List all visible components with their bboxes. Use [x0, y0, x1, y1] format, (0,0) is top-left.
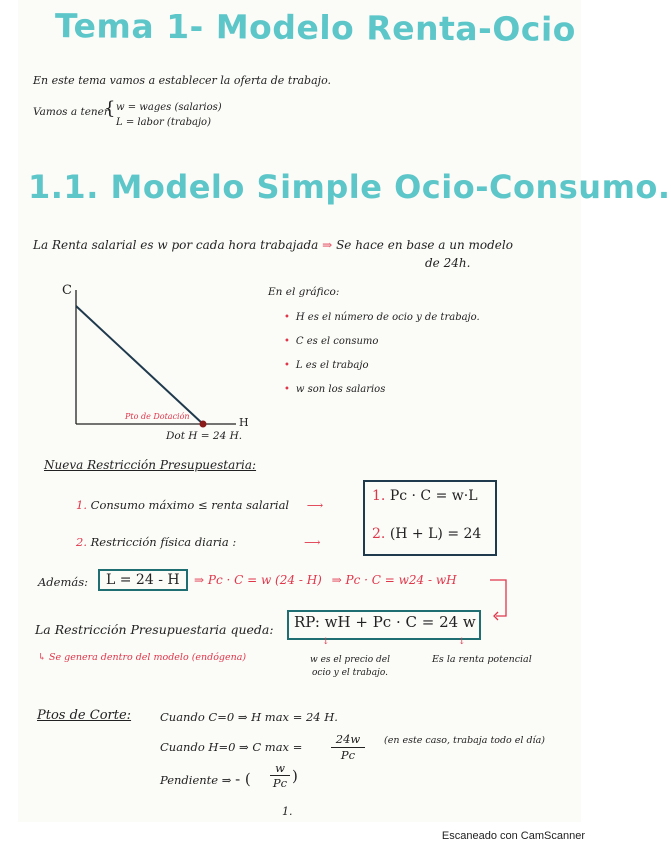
rp-label: La Restricción Presupuestaria queda:	[35, 622, 274, 637]
y-axis-label: C	[62, 283, 72, 298]
rp-note-precio: w es el precio del ocio y el trabajo.	[310, 655, 390, 678]
cmax-fraction: 24w Pc	[331, 732, 365, 762]
down-arrow-icon: ↓	[458, 637, 466, 647]
legend-item: • C es el consumo	[284, 336, 379, 347]
ademas-box: L = 24 - H	[98, 569, 188, 591]
box-formula-1: 1. Pc · C = w·L	[372, 488, 478, 504]
legend-list	[284, 306, 480, 402]
rp-note-endogena: ↳ Se genera dentro del modelo (endógena)	[38, 652, 247, 663]
corte-note: (en este caso, trabaja todo el día)	[384, 735, 545, 746]
bullet-icon: •	[284, 336, 290, 347]
intro-text: En este tema vamos a establecer la oferta de trabajo.	[33, 74, 331, 87]
page-title: Tema 1- Modelo Renta-Ocio	[54, 6, 577, 49]
corte-1: Cuando C=0 ⇒ H max = 24 H.	[160, 710, 338, 724]
renta-text-b: Se hace en base a un modelo	[336, 238, 513, 252]
renta-text: La Renta salarial es w por cada hora trabajada	[33, 238, 319, 252]
legend-item: • H es el número de ocio y de trabajo.	[284, 312, 480, 323]
section-title: 1.1. Modelo Simple Ocio-Consumo.	[28, 168, 671, 206]
budget-graph	[58, 282, 258, 447]
endowment-point	[200, 421, 207, 428]
arrow-icon: ⟶	[303, 535, 321, 549]
legend-intro: En el gráfico:	[268, 286, 340, 298]
arrow-icon: ⇒	[322, 238, 333, 252]
dotation-label: Dot H = 24 H.	[166, 430, 243, 442]
nr-item-2: 2. Restricción física diaria : ⟶	[76, 535, 321, 549]
x-axis-label: H	[239, 416, 249, 429]
curved-arrow-icon	[488, 578, 512, 626]
pendiente-fraction: w Pc	[270, 761, 290, 790]
tener-item: w = wages (salarios)	[116, 102, 222, 113]
arrow-icon: ⟶	[306, 498, 324, 512]
tener-item: L = labor (trabajo)	[116, 117, 211, 128]
nr-item-1: 1. Consumo máximo ≤ renta salarial ⟶	[76, 498, 324, 512]
ademas-label: Además:	[38, 575, 89, 589]
ademas-rest: ⇒ Pc · C = w (24 - H) ⇒ Pc · C = w24 - wH	[194, 573, 457, 587]
pendiente-line: Pendiente ⇒ - (	[160, 770, 251, 788]
box-formula-2: 2. (H + L) = 24	[372, 526, 482, 542]
tener-label: Vamos a tener	[33, 106, 109, 118]
endowment-label: Pto de Dotación	[125, 412, 190, 421]
pendiente-close: )	[292, 767, 298, 785]
legend-item: • w son los salarios	[284, 384, 386, 395]
cortes-title: Ptos de Corte:	[37, 708, 132, 723]
renta-line2: de 24h.	[425, 256, 471, 270]
down-arrow-icon: ↓	[322, 637, 330, 647]
bullet-icon: •	[284, 360, 290, 371]
legend-item: • L es el trabajo	[284, 360, 369, 371]
renta-line	[33, 238, 513, 252]
tener-list	[116, 100, 222, 130]
budget-line	[76, 306, 203, 424]
rp-note-potencial: Es la renta potencial	[432, 654, 532, 665]
scanner-watermark: Escaneado con CamScanner	[441, 830, 585, 842]
nueva-restriccion-title: Nueva Restricción Presupuestaria:	[44, 458, 257, 472]
corte-2: Cuando H=0 ⇒ C max =	[160, 740, 303, 754]
page-number: 1.	[282, 805, 293, 818]
bullet-icon: •	[284, 384, 290, 395]
rp-formula: RP: wH + Pc · C = 24 w	[294, 613, 476, 631]
bullet-icon: •	[284, 312, 290, 323]
brace-icon: {	[104, 98, 116, 119]
